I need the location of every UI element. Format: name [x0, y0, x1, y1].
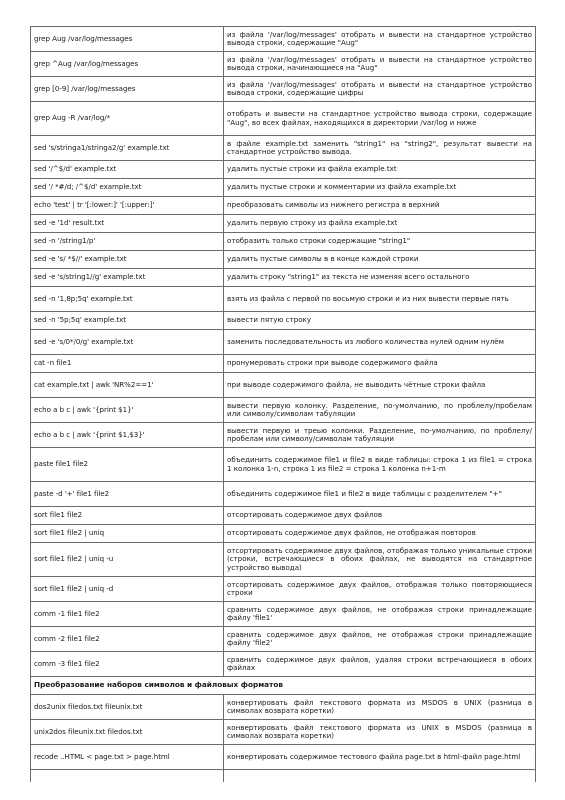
command-cell: grep ^Aug /var/log/messages [31, 52, 224, 77]
table-row [31, 179, 536, 197]
command-cell: echo a b c | awk '{print $1,$3}' [31, 423, 224, 448]
description-cell: удалить первую строку из файла example.txt [224, 215, 536, 233]
description-cell: отсортировать содержимое двух файлов, отображая только уникальные строки (строки, встречающиеся в обоих файлах, не выводятся на стандартное устройство вывода) [224, 543, 536, 577]
description-cell: удалить пустые строки и комментарии из файла example.txt [224, 179, 536, 197]
command-cell: sed -n '5p;5q' example.txt [31, 312, 224, 330]
command-cell: sed '/ *#/d; /^$/d' example.txt [31, 179, 224, 197]
table-row [31, 269, 536, 287]
command-cell: recode ..HTML < page.txt > page.html [31, 745, 224, 770]
command-cell: paste file1 file2 [31, 448, 224, 482]
command-cell: echo 'test' | tr '[:lower:]' '[:upper:]' [31, 197, 224, 215]
command-cell: paste -d '+' file1 file2 [31, 482, 224, 507]
empty-cell [224, 770, 536, 782]
command-table-body [31, 27, 536, 677]
table-row [31, 77, 536, 102]
description-cell: при выводе содержимого файла, не выводить чётные строки файла [224, 373, 536, 398]
command-cell: echo a b c | awk '{print $1}' [31, 398, 224, 423]
command-cell: sed -e '1d' result.txt [31, 215, 224, 233]
conversion-table-body [31, 695, 536, 770]
table-row [31, 507, 536, 525]
description-cell: сравнить содержимое двух файлов, не отображая строки принадлежащие файлу 'file1' [224, 602, 536, 627]
description-cell: вывести первую и треью колонки. Разделение, по-умолчанию, по проблелу/пробелам или символу/символам табуляции [224, 423, 536, 448]
table-row [31, 251, 536, 269]
description-cell: отсортировать содержимое двух файлов, отображая только повторяющиеся строки [224, 577, 536, 602]
description-cell: из файла '/var/log/messages' отобрать и вывести на стандартное устройство вывода строки, начинающиеся на "Aug" [224, 52, 536, 77]
table-row [31, 287, 536, 312]
section-header-row [31, 677, 536, 695]
description-cell: в файле example.txt заменить "string1" на "string2", результат вывести на стандартное устройство вывода. [224, 136, 536, 161]
description-cell: объединить содержимое file1 и file2 в виде таблицы: строка 1 из file1 = строка 1 колонка 1-n, строка 1 из file2 = строка 1 колонка n+1-m [224, 448, 536, 482]
command-cell: dos2unix filedos.txt fileunix.txt [31, 695, 224, 720]
command-cell: sort file1 file2 | uniq -d [31, 577, 224, 602]
table-row [31, 695, 536, 720]
description-cell: конвертировать файл текстового формата из MSDOS в UNIX (разница в символах возврата коретки) [224, 695, 536, 720]
command-cell: sed -n '1,8p;5q' example.txt [31, 287, 224, 312]
section-title: Преобразование наборов символов и файловых форматов [31, 677, 536, 695]
description-cell: удалить строку "string1" из текста не изменяя всего остального [224, 269, 536, 287]
command-cell: grep Aug -R /var/log/* [31, 102, 224, 136]
table-row [31, 215, 536, 233]
description-cell: удалить пустые строки из файла example.txt [224, 161, 536, 179]
command-cell: sort file1 file2 | uniq [31, 525, 224, 543]
table-row [31, 720, 536, 745]
description-cell: вывести первую колонку. Разделение, по-умолчанию, по проблелу/пробелам или символу/символам табуляции [224, 398, 536, 423]
table-row [31, 423, 536, 448]
trailing-body [31, 770, 536, 782]
command-cell: grep [0-9] /var/log/messages [31, 77, 224, 102]
table-row [31, 52, 536, 77]
table-row [31, 330, 536, 355]
table-row [31, 102, 536, 136]
table-row [31, 27, 536, 52]
command-cell: sed '/^$/d' example.txt [31, 161, 224, 179]
command-cell: comm -2 file1 file2 [31, 627, 224, 652]
section-header-body [31, 677, 536, 695]
command-reference-page [30, 26, 536, 782]
command-table [30, 26, 536, 782]
description-cell: сравнить содержимое двух файлов, не отображая строки принадлежащие файлу 'file2' [224, 627, 536, 652]
table-row [31, 627, 536, 652]
table-row [31, 525, 536, 543]
command-cell: sed -e 's/0*/0/g' example.txt [31, 330, 224, 355]
command-cell: sed -e 's/string1//g' example.txt [31, 269, 224, 287]
description-cell: вывести пятую строку [224, 312, 536, 330]
table-row [31, 652, 536, 677]
table-row [31, 482, 536, 507]
description-cell: объединить содержимое file1 и file2 в виде таблицы с разделителем "+" [224, 482, 536, 507]
table-row [31, 448, 536, 482]
description-cell: преобразовать символы из нижнего регистра в верхний [224, 197, 536, 215]
description-cell: пронумеровать строки при выводе содержимого файла [224, 355, 536, 373]
table-row [31, 543, 536, 577]
table-row [31, 161, 536, 179]
command-cell: cat example.txt | awk 'NR%2==1' [31, 373, 224, 398]
command-cell: cat -n file1 [31, 355, 224, 373]
command-cell: comm -1 file1 file2 [31, 602, 224, 627]
table-row [31, 398, 536, 423]
command-cell: grep Aug /var/log/messages [31, 27, 224, 52]
table-row [31, 355, 536, 373]
table-row [31, 373, 536, 398]
description-cell: конвертировать содержимое тестового файла page.txt в html-файл page.html [224, 745, 536, 770]
command-cell: sed -n '/string1/p' [31, 233, 224, 251]
table-row [31, 577, 536, 602]
table-row [31, 745, 536, 770]
description-cell: из файла '/var/log/messages' отобрать и вывести на стандартное устройство вывода строки, содержащие цифры [224, 77, 536, 102]
command-cell: sort file1 file2 | uniq -u [31, 543, 224, 577]
command-cell: sed -e 's/ *$//' example.txt [31, 251, 224, 269]
table-row [31, 136, 536, 161]
description-cell: заменить последовательность из любого количества нулей одним нулём [224, 330, 536, 355]
description-cell: удалить пустые символы в в конце каждой строки [224, 251, 536, 269]
description-cell: из файла '/var/log/messages' отобрать и вывести на стандартное устройство вывода строки, содержащие "Aug" [224, 27, 536, 52]
command-cell: unix2dos fileunix.txt filedos.txt [31, 720, 224, 745]
empty-cell [31, 770, 224, 782]
description-cell: отсортировать содержимое двух файлов, не отображая повторов [224, 525, 536, 543]
command-cell: comm -3 file1 file2 [31, 652, 224, 677]
command-cell: sort file1 file2 [31, 507, 224, 525]
description-cell: отобрать и вывести на стандартное устройство вывода строки, содержащие "Aug", во всех файлах, находящихся в директории /var/log и ниже [224, 102, 536, 136]
description-cell: взять из файла с первой по восьмую строки и из них вывести первые пять [224, 287, 536, 312]
command-cell: sed 's/stringa1/stringa2/g' example.txt [31, 136, 224, 161]
trailing-empty-row [31, 770, 536, 782]
table-row [31, 312, 536, 330]
description-cell: отобразить только строки содержащие "string1" [224, 233, 536, 251]
description-cell: конвертировать файл текстового формата из UNIX в MSDOS (разница в символах возврата коретки) [224, 720, 536, 745]
table-row [31, 197, 536, 215]
table-row [31, 233, 536, 251]
table-row [31, 602, 536, 627]
description-cell: отсортировать содержимое двух файлов [224, 507, 536, 525]
description-cell: сравнить содержимое двух файлов, удаляя строки встречающиеся в обоих файлах [224, 652, 536, 677]
